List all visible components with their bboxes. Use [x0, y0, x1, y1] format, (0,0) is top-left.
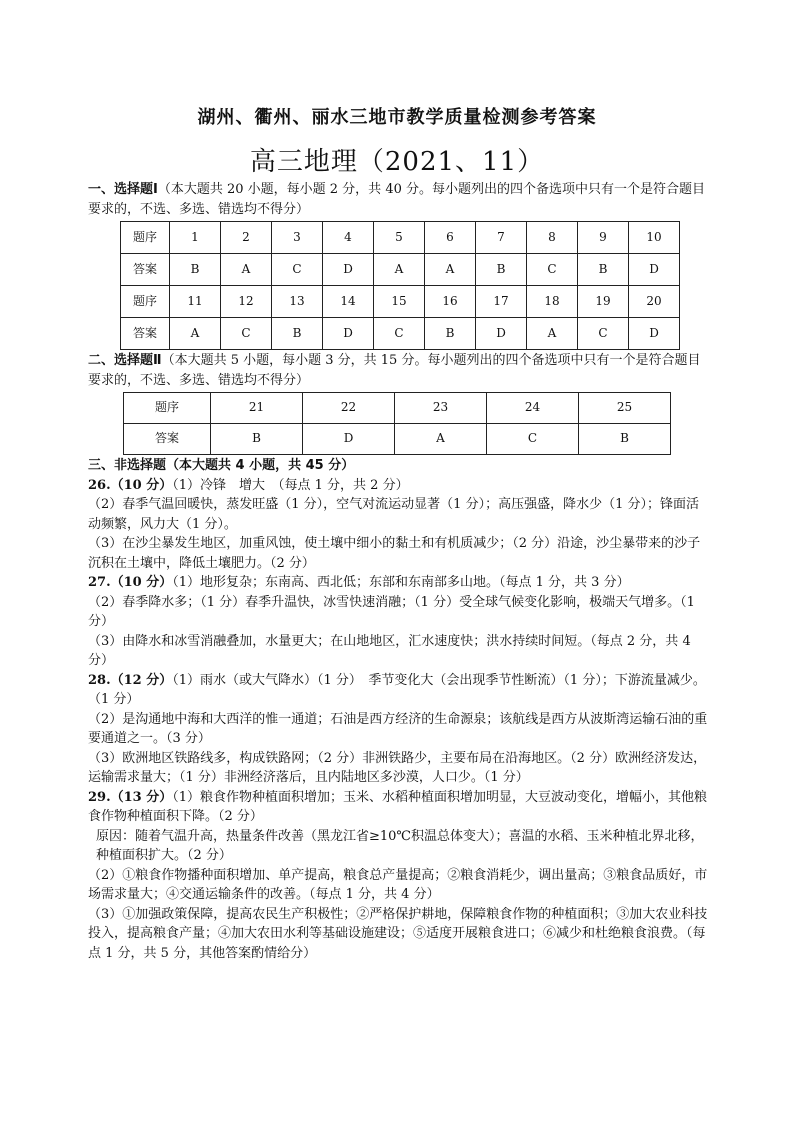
- section2-answer-table: [123, 392, 671, 455]
- section2-title: 二、选择题Ⅱ: [88, 353, 162, 368]
- q29-part1-reason: 原因：随着气温升高，热量条件改善（黑龙江省≥10℃积温总体变大）；喜温的水稻、玉米种植北界北移，种植面积扩大。（2 分）: [96, 828, 704, 863]
- q28-part2: （2）是沟通地中海和大西洋的惟一通道；石油是西方经济的生命源泉；该航线是西方从波斯湾运输石油的重要通道之一。（3 分）: [88, 711, 708, 746]
- q26-part1-text: （1）冷锋 增大 （每点 1 分，共 2 分）: [172, 477, 409, 493]
- row-label: 答案: [121, 254, 170, 286]
- question-number: 9: [578, 222, 629, 254]
- question-number: 24: [487, 393, 579, 424]
- answer-cell: D: [629, 254, 680, 286]
- answer-cell: C: [487, 424, 579, 455]
- answer-cell: C: [221, 318, 272, 350]
- answer-cell: D: [323, 318, 374, 350]
- question-number: 11: [170, 286, 221, 318]
- answer-cell: D: [476, 318, 527, 350]
- q29-label: 29.（13 分）: [88, 789, 173, 805]
- question-number: 16: [425, 286, 476, 318]
- question-number: 13: [272, 286, 323, 318]
- question-number: 19: [578, 286, 629, 318]
- table-row: [124, 424, 671, 455]
- question-number: 20: [629, 286, 680, 318]
- q28-label: 28.（12 分）: [88, 672, 173, 688]
- answer-cell: B: [476, 254, 527, 286]
- answer-content: [88, 180, 708, 963]
- row-label: 答案: [121, 318, 170, 350]
- table-row: [121, 286, 680, 318]
- answer-cell: B: [211, 424, 303, 455]
- question-number: 21: [211, 393, 303, 424]
- question-number: 1: [170, 222, 221, 254]
- q27-label: 27.（10 分）: [88, 575, 173, 590]
- q26-part3: （3）在沙尘暴发生地区，加重风蚀，使土壤中细小的黏土和有机质减少；（2 分）沿途，沙尘暴带来的沙子沉积在土壤中，降低土壤肥力。（2 分）: [88, 536, 701, 571]
- question-number: 5: [374, 222, 425, 254]
- table-row: [121, 254, 680, 286]
- q28-part3: （3）欧洲地区铁路线多，构成铁路网；（2 分）非洲铁路少，主要布局在沿海地区。（2 分）欧洲经济发达，运输需求量大；（1 分）非洲经济落后，且内陆地区多沙漠，人口少。（1 分）: [88, 750, 707, 785]
- row-label: 题序: [124, 393, 211, 424]
- answer-cell: A: [374, 254, 425, 286]
- question-number: 15: [374, 286, 425, 318]
- q26-part2: （2）春季气温回暖快，蒸发旺盛（1 分），空气对流运动显著（1 分）；高压强盛，降水少（1 分）；锋面活动频繁，风力大（1 分）。: [88, 497, 699, 532]
- answer-cell: D: [323, 254, 374, 286]
- section1-note: （本大题共 20 小题，每小题 2 分，共 40 分。每小题列出的四个备选项中只有一个是符合题目要求的，不选、多选、错选均不得分）: [88, 182, 705, 217]
- answer-cell: A: [170, 318, 221, 350]
- answer-cell: C: [374, 318, 425, 350]
- answer-cell: A: [425, 254, 476, 286]
- row-label: 题序: [121, 222, 170, 254]
- q28-part1-text: （1）雨水（或大气降水）（1 分） 季节变化大（会出现季节性断流）（1 分）；下游流量减少。（1 分）: [88, 672, 706, 707]
- table-row: [121, 318, 680, 350]
- q26-part1: [88, 476, 708, 496]
- section2-heading: [88, 351, 708, 390]
- answer-cell: A: [221, 254, 272, 286]
- question-number: 14: [323, 286, 374, 318]
- question-number: 18: [527, 286, 578, 318]
- document-subtitle: 高三地理（2021、11）: [249, 147, 545, 177]
- question-number: 12: [221, 286, 272, 318]
- answer-cell: A: [395, 424, 487, 455]
- question-number: 3: [272, 222, 323, 254]
- question-number: 6: [425, 222, 476, 254]
- question-number: 8: [527, 222, 578, 254]
- question-number: 4: [323, 222, 374, 254]
- answer-cell: C: [578, 318, 629, 350]
- answer-cell: B: [170, 254, 221, 286]
- answer-cell: C: [272, 254, 323, 286]
- question-number: 2: [221, 222, 272, 254]
- q27-part2: （2）春季降水多；（1 分）春季升温快，冰雪快速消融；（1 分）受全球气候变化影响，极端天气增多。（1 分）: [88, 594, 695, 629]
- question-number: 17: [476, 286, 527, 318]
- answer-cell: B: [579, 424, 671, 455]
- section1-title: 一、选择题Ⅰ: [88, 182, 158, 197]
- answer-cell: B: [272, 318, 323, 350]
- section3-heading: 三、非选择题（本大题共 4 小题，共 45 分）: [88, 458, 355, 473]
- question-number: 10: [629, 222, 680, 254]
- q26-label: 26.（10 分）: [88, 477, 173, 493]
- answer-cell: D: [629, 318, 680, 350]
- question-number: 7: [476, 222, 527, 254]
- table-row: [121, 222, 680, 254]
- q27-part1: [88, 573, 708, 593]
- section1-heading: [88, 180, 708, 219]
- q27-part1-text: （1）地形复杂；东南高、西北低；东部和东南部多山地。（每点 1 分，共 3 分）: [172, 575, 630, 590]
- document-title: 湖州、衢州、丽水三地市教学质量检测参考答案: [197, 107, 597, 128]
- q29-part1: [88, 788, 708, 827]
- answer-cell: A: [527, 318, 578, 350]
- q28-part1: [88, 671, 708, 710]
- q29-part3: （3）①加强政策保障，提高农民生产积极性；②严格保护耕地，保障粮食作物的种植面积；③加大农业科技投入，提高粮食产量；④加大农田水利等基础设施建设；⑤适度开展粮食进口；⑥减少和杜绝粮食浪费。（每点 1 分，共 5 分，其他答案酌情给分）: [88, 906, 708, 961]
- question-number: 23: [395, 393, 487, 424]
- table-row: [124, 393, 671, 424]
- q27-part3: （3）由降水和冰雪消融叠加，水量更大；在山地地区，汇水速度快；洪水持续时间短。（每点 2 分，共 4 分）: [88, 633, 691, 668]
- answer-cell: C: [527, 254, 578, 286]
- q29-part1-text: （1）粮食作物种植面积增加；玉米、水稻种植面积增加明显，大豆波动变化，增幅小，其他粮食作物种植面积下降。（2 分）: [88, 789, 708, 824]
- answer-cell: B: [578, 254, 629, 286]
- section1-answer-table: [120, 221, 680, 350]
- question-number: 22: [303, 393, 395, 424]
- row-label: 题序: [121, 286, 170, 318]
- q29-part2: （2）①粮食作物播种面积增加、单产提高，粮食总产量提高；②粮食消耗少，调出量高；③粮食品质好，市场需求量大；④交通运输条件的改善。（每点 1 分，共 4 分）: [88, 867, 708, 902]
- answer-cell: D: [303, 424, 395, 455]
- question-number: 25: [579, 393, 671, 424]
- row-label: 答案: [124, 424, 211, 455]
- section2-note: （本大题共 5 小题，每小题 3 分，共 15 分。每小题列出的四个备选项中只有一个是符合题目要求的，不选、多选、错选均不得分）: [88, 353, 701, 388]
- answer-cell: B: [425, 318, 476, 350]
